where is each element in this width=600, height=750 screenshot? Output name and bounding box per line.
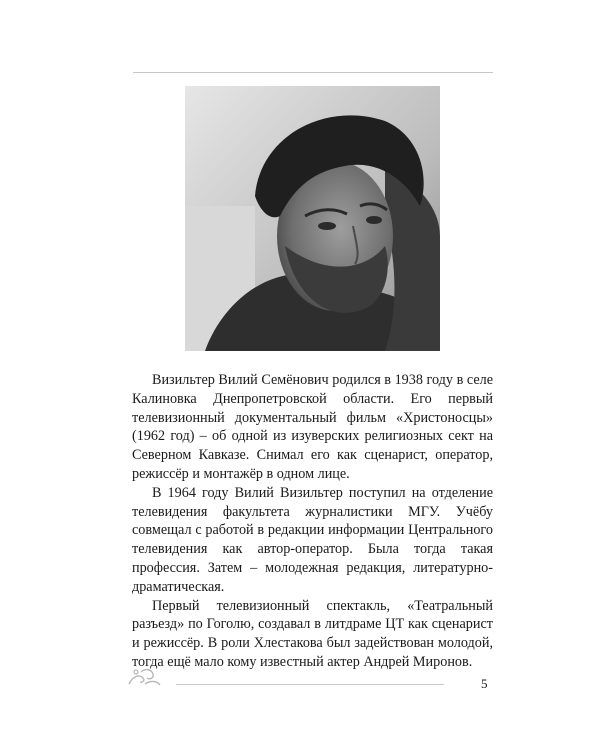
portrait-photo-icon <box>185 86 440 351</box>
top-divider <box>133 72 493 73</box>
paragraph: Первый телевизионный спектакль, «Театральный разъезд» по Гоголю, создавал в литдраме ЦТ как сценарист и режиссёр. В роли Хлестакова был задействован молодой, тогда ещё мало кому известный актер Андрей Миронов. <box>132 597 493 670</box>
body-text <box>132 371 493 672</box>
paragraph: Визильтер Вилий Семёнович родился в 1938 году в селе Калиновка Днепропетровской области. Его первый телевизионный документальный фильм «Христоносцы» (1962 год) – об одной из изуверских религиозных сект на Северном Кавказе. Снимал его как сценарист, оператор, режиссёр и монтажёр в одном лице. <box>132 372 493 482</box>
bottom-divider <box>176 684 444 685</box>
paragraph: В 1964 году Вилий Визильтер поступил на отделение телевидения факультета журналистики МГУ. Учёбу совмещал с работой в редакции информации Центрального телевидения как автор-оператор. Была тогда такая профессия. Затем – молодежная редакция, литературно-драматическая. <box>132 484 493 595</box>
floral-ornament-icon <box>127 666 161 688</box>
portrait-photo <box>185 86 440 351</box>
page-number: 5 <box>481 676 488 691</box>
